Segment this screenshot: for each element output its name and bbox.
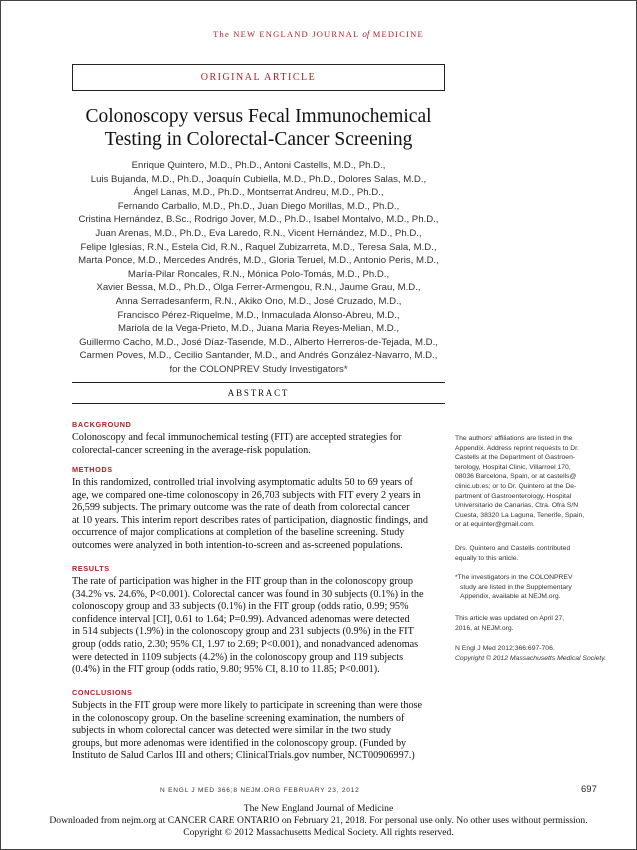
journal-header-suffix: MEDICINE bbox=[372, 29, 424, 39]
text-line: were detected in 1109 subjects (4.2%) in the colonoscopy group and 119 subjects bbox=[72, 651, 404, 663]
text-line: Instituto de Salud Carlos III and others; ClinicalTrials.gov number, NCT00906997.) bbox=[72, 750, 415, 762]
text-line: Colonoscopy and fecal immunochemical testing (FIT) are accepted strategies for bbox=[72, 432, 402, 443]
text-line: (0.4%) in the FIT group (odds ratio, 9.80; 95% CI, 8.10 to 11.85; P<0.001). bbox=[72, 664, 380, 676]
text-line: (34.2% vs. 24.6%, P<0.001). Colorectal cancer was found in 30 subjects (0.1%) in the bbox=[72, 588, 424, 600]
sidebar-investigators bbox=[455, 573, 605, 602]
text-line: confidence interval [CI], 0.61 to 1.64; P=0.99). Advanced adenomas were detected bbox=[72, 613, 410, 625]
sidebar-line: The authors' affiliations are listed in the bbox=[455, 435, 573, 442]
text-line: colonoscopy group and 33 subjects (0.1%) in the FIT group (odds ratio, 0.99; 95% bbox=[72, 601, 409, 613]
background-text bbox=[72, 432, 447, 457]
author-list bbox=[50, 159, 467, 377]
text-line: at 10 years. This interim report describes rates of participation, diagnostic findings, and bbox=[72, 514, 428, 526]
background-section bbox=[72, 420, 447, 457]
text-line: colorectal-cancer screening in the average-risk population. bbox=[72, 444, 311, 456]
author-line: Mariola de la Vega-Prieto, M.D., Juana Maria Reyes-Melian, M.D., bbox=[118, 323, 399, 335]
author-line: Carmen Poves, M.D., Cecilio Santander, M.D., and Andrés González-Navarro, M.D., bbox=[79, 350, 438, 362]
author-line: María-Pilar Roncales, R.N., Mónica Polo-Tomás, M.D., Ph.D., bbox=[127, 268, 390, 280]
author-line: Xavier Bessa, M.D., Ph.D., Olga Ferrer-Armengou, R.N., Jaume Grau, M.D., bbox=[96, 282, 421, 294]
text-line: Subjects in the FIT group were more likely to participate in screening than were those bbox=[72, 700, 423, 711]
title-line-2: Testing in Colorectal-Cancer Screening bbox=[104, 129, 413, 150]
page-number: 697 bbox=[581, 784, 597, 795]
sidebar-line: Castells at the Department of Gastroen- bbox=[455, 454, 576, 462]
sidebar-line: 2016, at NEJM.org. bbox=[455, 624, 514, 632]
sidebar-line: study are listed in the Supplementary bbox=[460, 583, 572, 591]
text-line: subjects in whom colorectal cancer was detected were similar in the two study bbox=[72, 725, 392, 737]
download-line: The New England Journal of Medicine bbox=[243, 803, 394, 814]
text-line: groups, but more adenomas were identified in the colonoscopy group. (Funded by bbox=[72, 737, 407, 749]
author-line: Juan Arenas, M.D., Ph.D., Eva Laredo, R.N., Vicent Hernández, M.D., Ph.D., bbox=[95, 227, 422, 239]
text-line: age, we compared one-time colonoscopy in 26,703 subjects with FIT every 2 years in bbox=[72, 489, 421, 501]
author-line: Enrique Quintero, M.D., Ph.D., Antoni Castells, M.D., Ph.D., bbox=[131, 160, 386, 171]
author-line: Ángel Lanas, M.D., Ph.D., Montserrat Andreu, M.D., Ph.D., bbox=[133, 187, 384, 199]
sidebar-line: Cuesta, 38320 La Laguna, Tenerife, Spain, bbox=[455, 511, 585, 519]
journal-header-of: of bbox=[362, 29, 370, 39]
results-heading: RESULTS bbox=[72, 564, 110, 573]
abstract-label: ABSTRACT bbox=[227, 388, 290, 398]
sidebar-line: Universitario de Canarias, Ctra. Ofra S/N bbox=[455, 502, 579, 510]
running-footer: N ENGL J MED 366;8 NEJM.ORG FEBRUARY 23, 2012 bbox=[160, 787, 360, 794]
author-line: Francisco Pérez-Riquelme, M.D., Inmaculada Alonso-Abreu, M.D., bbox=[117, 309, 400, 321]
download-notice bbox=[0, 803, 637, 838]
results-section bbox=[72, 564, 447, 677]
conclusions-section bbox=[72, 688, 447, 763]
author-line: Luis Bujanda, M.D., Ph.D., Joaquín Cubiella, M.D., Ph.D., Dolores Salas, M.D., bbox=[90, 173, 427, 185]
text-line: outcomes were analyzed in both intention-to-screen and as-screened populations. bbox=[72, 539, 403, 551]
sidebar-line: clinic.ub.es; or to Dr. Quintero at the De- bbox=[455, 482, 577, 490]
sidebar-line: Drs. Quintero and Castells contributed bbox=[455, 545, 571, 552]
author-line: Fernando Carballo, M.D., Ph.D., Juan Diego Morillas, M.D., Ph.D., bbox=[117, 200, 400, 212]
sidebar-contribution bbox=[455, 544, 605, 563]
background-heading: BACKGROUND bbox=[72, 420, 132, 429]
title-line-1: Colonoscopy versus Fecal Immunochemical bbox=[85, 106, 432, 127]
text-line: in 514 subjects (1.9%) in the colonoscopy group and 231 subjects (0.9%) in the FIT bbox=[72, 626, 414, 638]
methods-heading: METHODS bbox=[72, 465, 113, 474]
methods-text bbox=[72, 477, 447, 553]
author-line: Cristina Hernández, B.Sc., Rodrigo Jover, M.D., Ph.D., Isabel Montalvo, M.D., Ph.D., bbox=[78, 214, 439, 226]
sidebar-line: or at equinter@gmail.com. bbox=[455, 521, 535, 529]
text-line: occurrence of major complications at completion of the baseline screening. Study bbox=[72, 527, 405, 539]
sidebar-line: terology, Hospital Clinic, Villarroel 170, bbox=[455, 463, 571, 471]
methods-section bbox=[72, 465, 447, 553]
article-type: ORIGINAL ARTICLE bbox=[200, 72, 317, 83]
journal-header bbox=[0, 29, 637, 39]
conclusions-text bbox=[72, 700, 447, 763]
text-line: group (odds ratio, 2.30; 95% CI, 1.97 to 2.69; P<0.001), and nonadvanced adenomas bbox=[72, 638, 419, 650]
author-line: Guillermo Cacho, M.D., José Díaz-Tasende, M.D., Alberto Herreros-de-Tejada, M.D., bbox=[79, 336, 438, 348]
download-line: Copyright © 2012 Massachusetts Medical Society. All rights reserved. bbox=[183, 826, 454, 838]
citation-line: N Engl J Med 2012;366:697-706. bbox=[455, 645, 555, 652]
text-line: In this randomized, controlled trial involving asymptomatic adults 50 to 69 years of bbox=[72, 477, 413, 488]
sidebar-line: Appendix. Address reprint requests to Dr. bbox=[455, 444, 579, 452]
author-line: for the COLONPREV Study Investigators* bbox=[169, 363, 348, 375]
text-line: in the colonoscopy group. On the baseline screening examination, the numbers of bbox=[72, 712, 405, 724]
sidebar-citation bbox=[455, 644, 605, 663]
sidebar-line: This article was updated on April 27, bbox=[455, 615, 565, 622]
text-line: The rate of participation was higher in the FIT group than in the colonoscopy group bbox=[72, 576, 414, 587]
sidebar-line: *The investigators in the COLONPREV bbox=[455, 574, 573, 581]
author-line: Felipe Iglesias, R.N., Estela Cid, R.N., Raquel Zubizarreta, M.D., Teresa Sala, M.D., bbox=[80, 241, 437, 253]
journal-header-prefix: The NEW ENGLAND JOURNAL bbox=[213, 29, 360, 39]
sidebar-update bbox=[455, 614, 605, 633]
author-line: Marta Ponce, M.D., Mercedes Andrés, M.D., Gloria Teruel, M.D., Antonio Peris, M.D., bbox=[78, 255, 439, 267]
sidebar-line: Appendix, available at NEJM.org. bbox=[460, 593, 561, 601]
author-line: Anna Serradesanferm, R.N., Akiko Ono, M.D., José Cruzado, M.D., bbox=[115, 295, 402, 307]
copyright-line: Copyright © 2012 Massachusetts Medical Society. bbox=[455, 654, 607, 662]
sidebar-line: 08036 Barcelona, Spain, or at castells@ bbox=[455, 473, 577, 481]
text-line: 26,599 subjects. The primary outcome was the rate of death from colorectal cancer bbox=[72, 502, 410, 514]
sidebar-affiliations bbox=[455, 434, 605, 530]
article-title bbox=[40, 105, 477, 151]
download-line: Downloaded from nejm.org at CANCER CARE ONTARIO on February 21, 2018. For personal use only. No other uses without permission. bbox=[49, 814, 588, 826]
conclusions-heading: CONCLUSIONS bbox=[72, 688, 133, 697]
results-text bbox=[72, 576, 447, 677]
sidebar-line: equally to this article. bbox=[455, 554, 519, 562]
sidebar-line: partment of Gastroenterology, Hospital bbox=[455, 492, 572, 500]
